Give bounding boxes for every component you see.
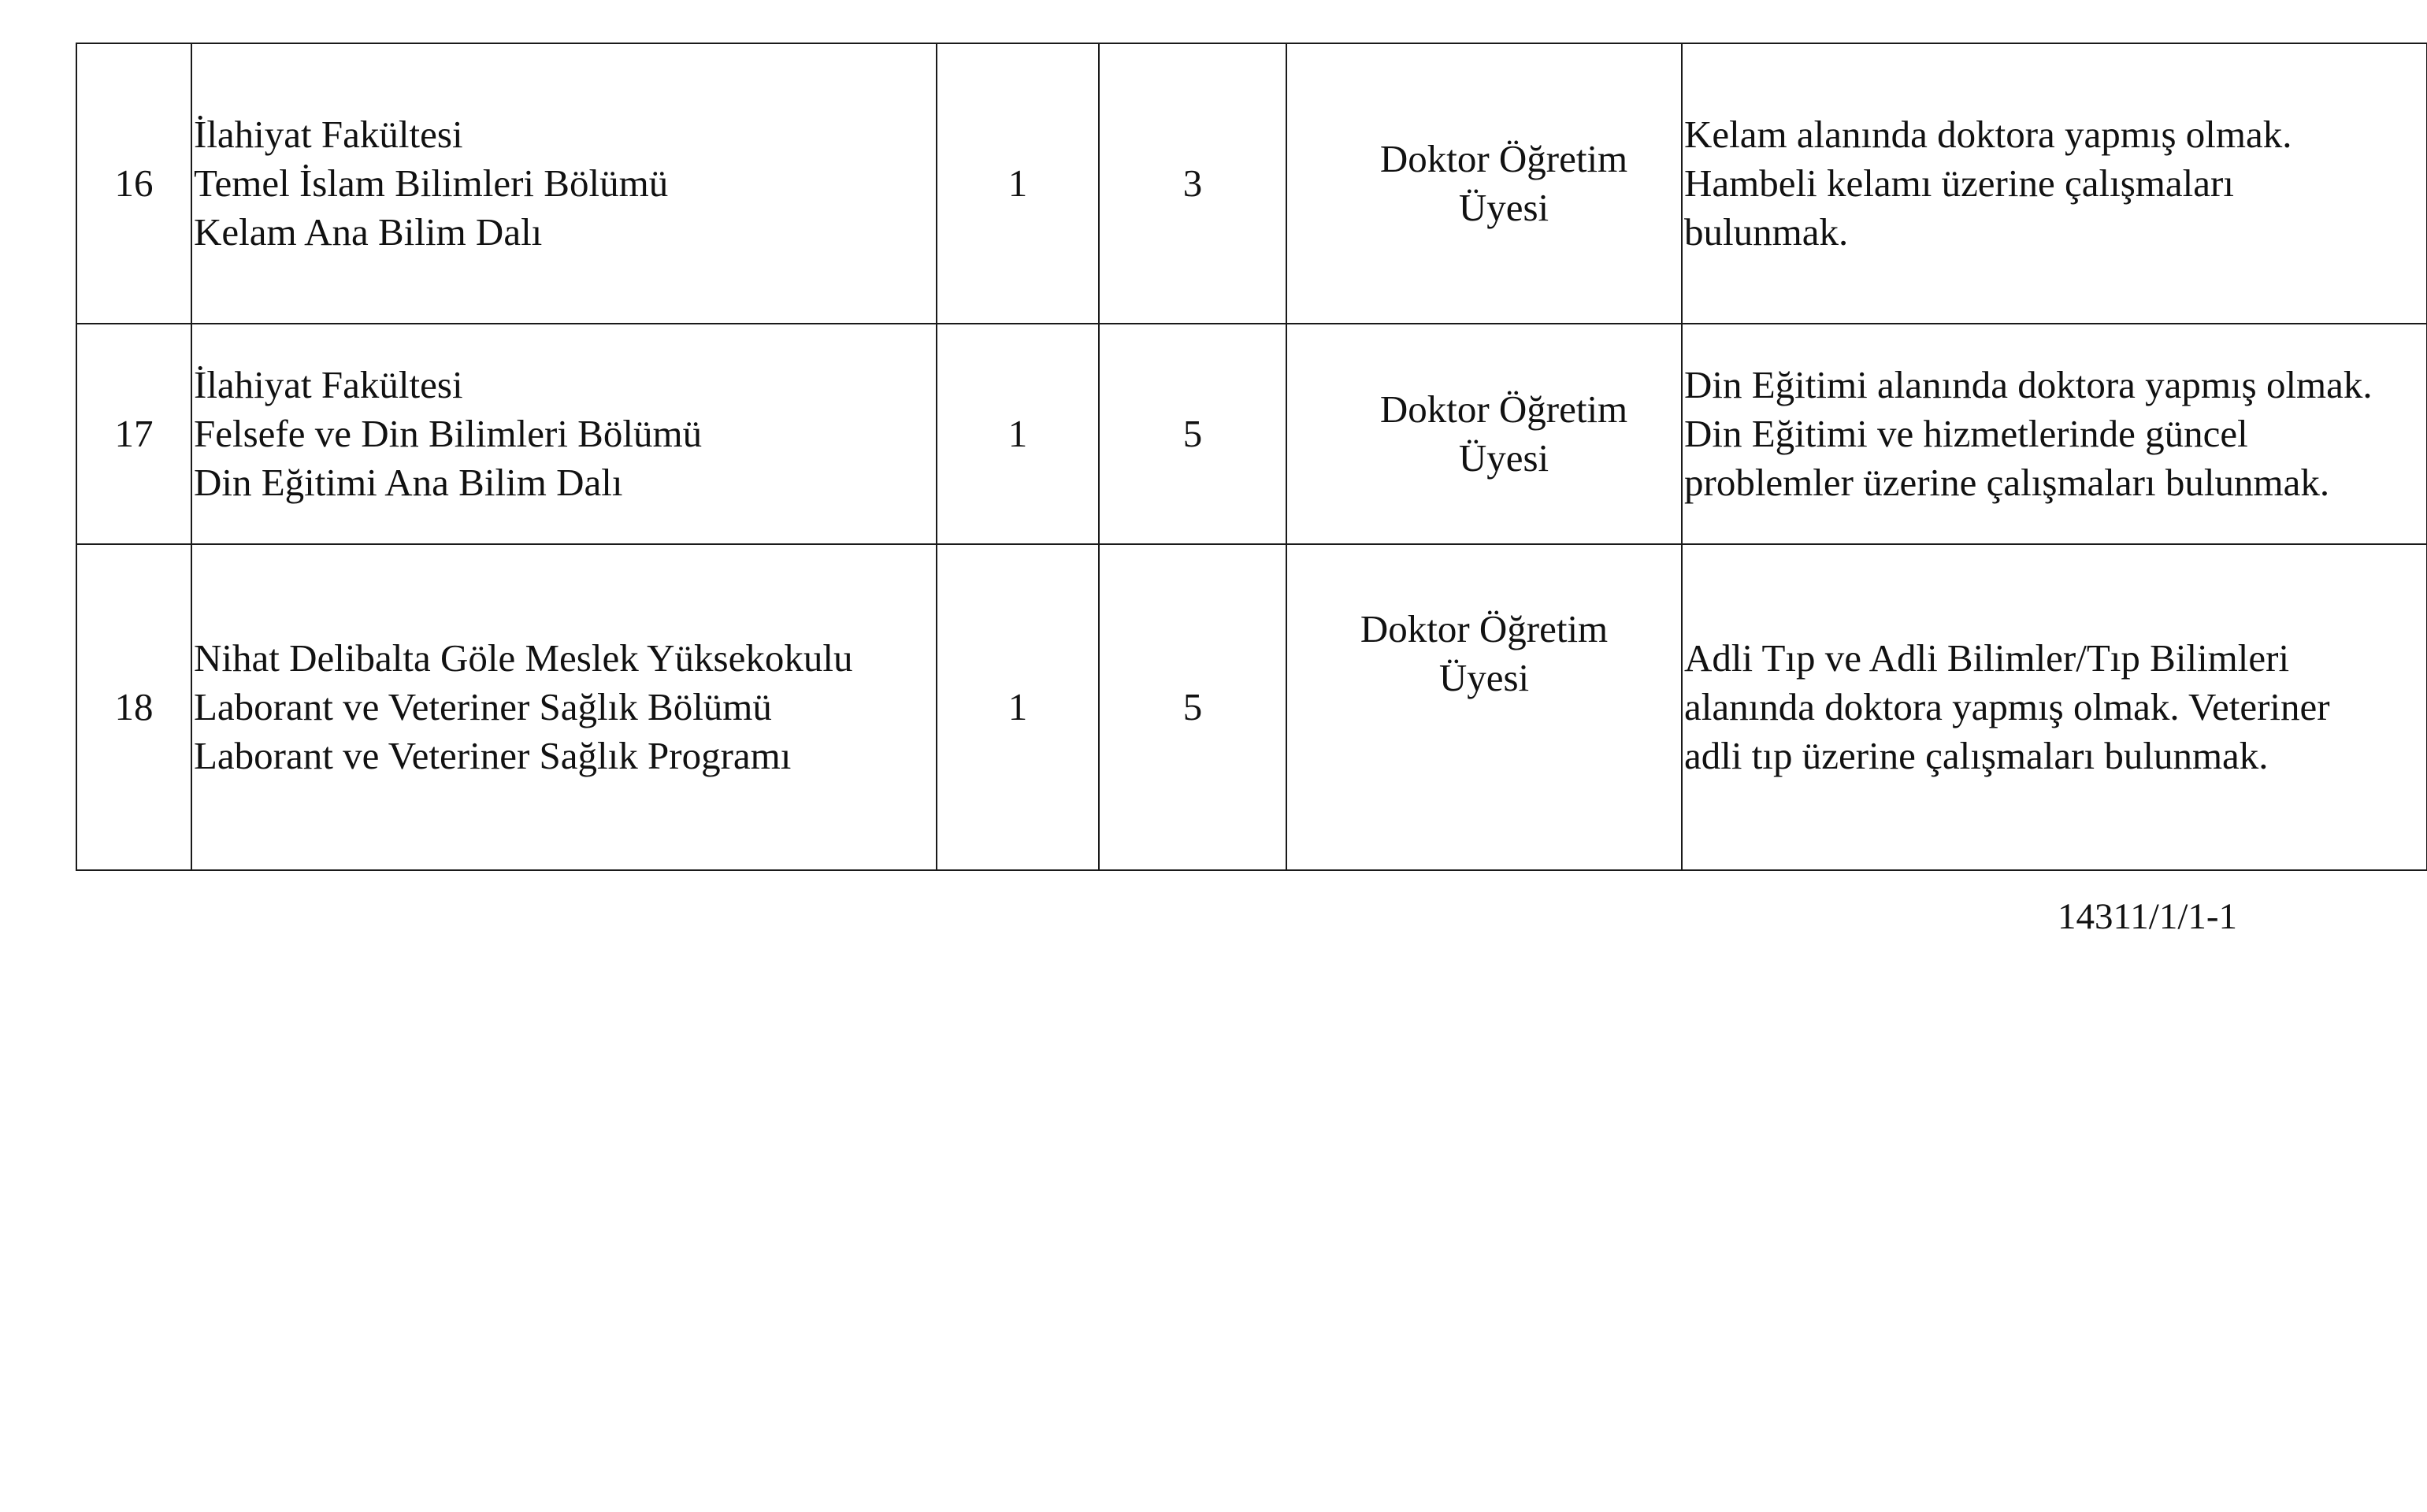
count-cell — [937, 544, 1099, 870]
requirement-line-2: Din Eğitimi ve hizmetlerinde güncel — [1684, 412, 2248, 455]
count-cell — [937, 43, 1099, 324]
unit-cell — [191, 43, 937, 324]
row-number-cell — [76, 324, 191, 544]
position-count: 1 — [1008, 685, 1028, 728]
requirement-line-2: alanında doktora yapmış olmak. Veteriner — [1684, 685, 2330, 728]
faculty-name: İlahiyat Fakültesi — [194, 113, 463, 156]
title-line-2: Üyesi — [1438, 656, 1530, 699]
table-row — [76, 43, 2427, 324]
positions-table — [76, 43, 2427, 871]
unit-cell — [191, 324, 937, 544]
division-name: Kelam Ana Bilim Dalı — [194, 210, 543, 254]
degree-cell — [1099, 544, 1286, 870]
title-line-2: Üyesi — [1458, 186, 1549, 229]
row-number-cell — [76, 544, 191, 870]
row-number-cell — [76, 43, 191, 324]
position-count: 1 — [1008, 412, 1028, 455]
requirement-line-3: bulunmak. — [1684, 210, 1849, 254]
title-line-1: Doktor Öğretim — [1379, 137, 1628, 180]
degree-cell — [1099, 43, 1286, 324]
school-name: Nihat Delibalta Göle Meslek Yüksekokulu — [194, 636, 853, 680]
faculty-name: İlahiyat Fakültesi — [194, 363, 463, 406]
title-line-1: Doktor Öğretim — [1360, 607, 1609, 650]
requirement-line-2: Hambeli kelamı üzerine çalışmaları — [1684, 161, 2234, 205]
document-reference-number: 14311/1/1-1 — [2058, 896, 2238, 937]
table-row — [76, 544, 2427, 870]
row-number: 16 — [114, 161, 154, 205]
position-degree: 3 — [1182, 161, 1203, 205]
title-line-2: Üyesi — [1458, 436, 1549, 480]
row-number: 17 — [114, 412, 154, 455]
department-name: Laborant ve Veteriner Sağlık Bölümü — [194, 685, 772, 728]
title-cell — [1286, 324, 1682, 544]
requirements-cell — [1682, 544, 2427, 870]
department-name: Temel İslam Bilimleri Bölümü — [194, 161, 669, 205]
position-count: 1 — [1008, 161, 1028, 205]
requirements-cell — [1682, 43, 2427, 324]
program-name: Laborant ve Veteriner Sağlık Programı — [194, 734, 792, 777]
requirement-line-3: adli tıp üzerine çalışmaları bulunmak. — [1684, 734, 2269, 777]
title-cell — [1286, 544, 1682, 870]
requirement-line-1: Din Eğitimi alanında doktora yapmış olmak. — [1684, 363, 2373, 406]
row-number: 18 — [114, 685, 154, 728]
degree-cell — [1099, 324, 1286, 544]
requirement-line-1: Kelam alanında doktora yapmış olmak. — [1684, 113, 2292, 156]
requirement-line-3: problemler üzerine çalışmaları bulunmak. — [1684, 461, 2330, 504]
count-cell — [937, 324, 1099, 544]
requirements-cell — [1682, 324, 2427, 544]
department-name: Felsefe ve Din Bilimleri Bölümü — [194, 412, 703, 455]
division-name: Din Eğitimi Ana Bilim Dalı — [194, 461, 623, 504]
requirement-line-1: Adli Tıp ve Adli Bilimler/Tıp Bilimleri — [1684, 636, 2290, 680]
table-row — [76, 324, 2427, 544]
position-degree: 5 — [1182, 412, 1203, 455]
title-cell — [1286, 43, 1682, 324]
position-degree: 5 — [1182, 685, 1203, 728]
unit-cell — [191, 544, 937, 870]
title-line-1: Doktor Öğretim — [1379, 387, 1628, 431]
